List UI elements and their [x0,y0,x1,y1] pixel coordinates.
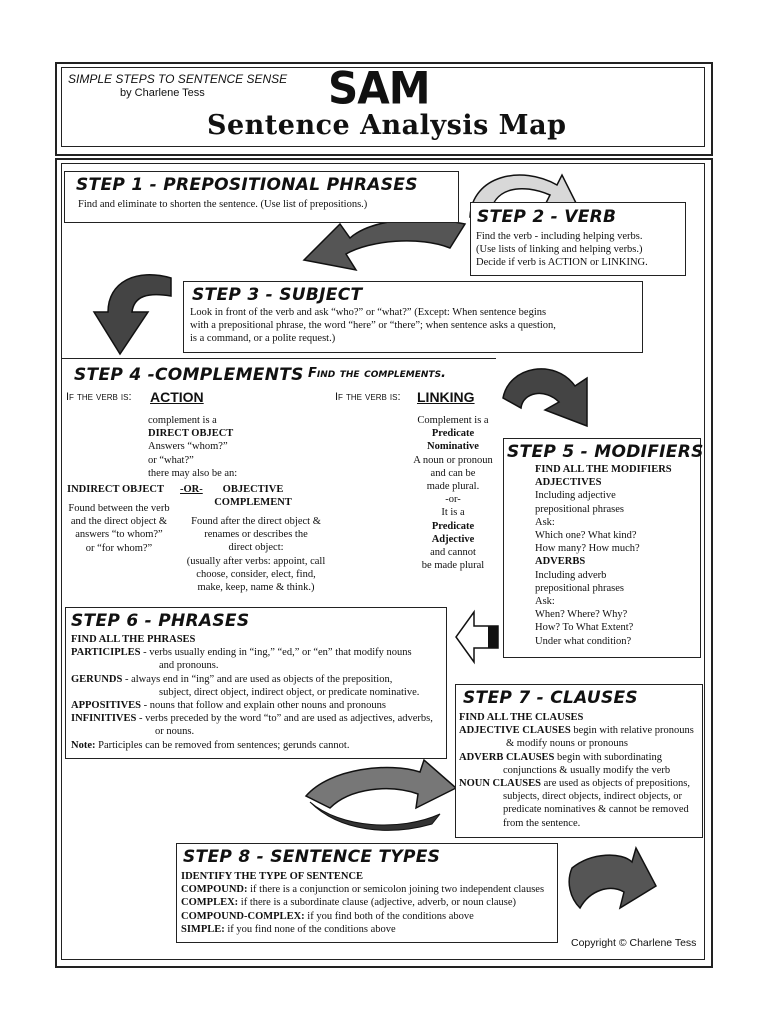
adjective-clauses-term: ADJECTIVE CLAUSES [459,725,571,737]
step8-identify: IDENTIFY THE TYPE OF SENTENCE [181,871,364,882]
step5-line: FIND ALL THE MODIFIERS [535,464,672,475]
step2-line: (Use lists of linking and helping verbs.) [476,244,643,256]
compound-complex-text: if you find both of the conditions above [304,910,474,922]
step5-line: How many? How much? [535,543,640,555]
step7-body [459,711,694,830]
participles-text: - verbs usually ending in “ing,” “ed,” or “en” that modify nouns [140,647,412,659]
step4-title: STEP 4 -COMPLEMENTS [74,365,304,385]
noun-clauses-text: are used as objects of prepositions, [540,778,690,790]
action-line: DIRECT OBJECT [148,428,234,440]
step3-body [190,306,556,346]
step8-item [181,923,544,936]
action-label: ACTION [150,389,204,405]
series-title: SIMPLE STEPS TO SENTENCE SENSE [68,72,288,86]
arrow-4-to-5-icon [495,358,600,448]
step7-title: STEP 7 - CLAUSES [463,688,638,708]
adverb-clauses-text: begin with subordinating [554,751,663,763]
step7-item [459,724,694,737]
step2-body [476,230,648,270]
linking-line: and cannot [430,547,476,559]
step5-line: Which one? What kind? [535,530,637,542]
step3-box [183,281,643,353]
step3-title: STEP 3 - SUBJECT [192,285,363,305]
step7-box [455,684,703,838]
objective-complement-title [208,483,298,509]
step5-line: Under what condition? [535,635,632,647]
step8-box [176,843,558,943]
infinitives-term: INFINITIVES [71,713,137,725]
step8-item [181,896,544,909]
compound-term: COMPOUND: [181,884,248,896]
step3-line: with a prepositional phrase, the word “here” or “there”; when sentence asks a question, [190,320,556,332]
linking-label: LINKING [417,389,475,405]
arrow-5-to-6-icon [452,608,502,666]
objective-line: (usually after verbs: appoint, call [186,555,326,567]
linking-line: Adjective [431,533,475,545]
step5-line: Including adverb [535,569,607,581]
action-prefix: If the verb is: [66,391,132,403]
gerunds-term: GERUNDS [71,673,123,685]
step5-line: How? To What Extent? [535,622,634,634]
step2-title: STEP 2 - VERB [477,207,617,227]
linking-line: made plural. [426,481,480,493]
step5-box [503,438,704,658]
step4-subtitle: Find the complements. [308,366,446,381]
compound-complex-term: COMPOUND-COMPLEX: [181,910,305,922]
action-block [148,414,237,480]
step6-item [71,673,433,686]
participles-term: PARTICIPLES [71,647,141,659]
compound-text: if there is a conjunction or semicolon joining two independent clauses [247,884,545,896]
action-line: there may also be an: [148,467,238,479]
indirect-line: or “for whom?” [85,542,153,554]
linking-line: -or- [445,494,461,506]
logo-subtitle: Sentence Analysis Map [207,110,567,141]
step5-line: When? Where? Why? [535,609,628,621]
step2-line: Find the verb - including helping verbs. [476,231,643,242]
step8-item [181,910,544,923]
step6-item [71,712,433,725]
objective-line: Found after the direct object & [191,516,321,527]
linking-line: Nominative [427,441,479,453]
step7-find-all: FIND ALL THE CLAUSES [459,712,584,723]
step5-line: Ask: [535,516,555,528]
complex-term: COMPLEX: [181,897,239,909]
linking-line: and can be [430,467,476,479]
step7-item-cont: predicate nominatives & cannot be removed [503,804,689,816]
linking-line: A noun or pronoun [413,454,493,466]
indirect-line: Found between the verb [68,503,170,514]
linking-block [403,414,503,572]
step2-line: Decide if verb is ACTION or LINKING. [476,257,648,269]
objective-line: direct object: [228,542,284,554]
simple-text: if you find none of the conditions above [224,923,396,935]
logo-sam: SAM [328,62,430,115]
step1-body: Find and eliminate to shorten the sentence. (Use list of prepositions.) [78,199,368,210]
step6-box [65,607,447,759]
objective-complement-block [174,515,338,594]
indirect-line: and the direct object & [70,516,168,528]
step7-item-cont: subjects, direct objects, indirect objects, or [503,791,683,803]
linking-line: It is a [441,507,465,519]
appositives-term: APPOSITIVES [71,700,142,712]
indirect-object-block [56,502,182,555]
action-line: Answers “whom?” [148,441,228,453]
step1-title: STEP 1 - PREPOSITIONAL PHRASES [76,175,418,195]
step6-find-all: FIND ALL THE PHRASES [71,634,196,645]
step1-box [64,171,459,223]
linking-prefix: If the verb is: [335,391,401,403]
infinitives-text: - verbs preceded by the word “to” and are used as adjectives, adverbs, [136,713,433,725]
step6-item [71,646,433,659]
appositives-text: - nouns that follow and explain other nouns and pronouns [141,700,386,712]
noun-clauses-term: NOUN CLAUSES [459,778,541,790]
note-term: Note: [71,739,96,751]
step6-item-cont: or nouns. [155,726,195,738]
action-line: or “what?” [148,454,194,466]
step6-title: STEP 6 - PHRASES [71,611,250,631]
step7-item [459,751,694,764]
objective-line: choose, consider, elect, find, [196,568,316,580]
step7-item-cont: from the sentence. [503,817,581,829]
step6-item-cont: subject, direct object, indirect object, or predicate nominative. [159,686,420,698]
objective-line: renames or describes the [204,529,308,541]
copyright: Copyright © Charlene Tess [571,937,697,949]
step8-body [181,870,544,936]
step6-body [71,633,433,752]
step5-line: Ask: [535,596,555,608]
linking-line: Predicate [431,520,475,532]
action-line: complement is a [148,415,217,426]
note-text: Participles can be removed from sentences; gerunds cannot. [95,739,350,751]
step5-line: prepositional phrases [535,582,624,594]
gerunds-text: - always end in “ing” and are used as objects of the preposition, [122,673,393,685]
simple-term: SIMPLE: [181,923,225,935]
objective-title-line: COMPLEMENT [214,497,292,509]
adjective-clauses-text: begin with relative pronouns [570,725,694,737]
step3-line: is a command, or a polite request.) [190,333,336,345]
complex-text: if there is a subordinate clause (adjective, adverb, or noun clause) [238,897,517,909]
indirect-object-title: INDIRECT OBJECT [67,484,164,495]
arrow-2-to-3-icon [300,214,470,276]
linking-line: Predicate [431,428,475,440]
arrow-6-to-7-icon [300,758,460,834]
step5-line: ADJECTIVES [535,477,602,489]
step5-line: ADVERBS [535,556,586,568]
step6-note [71,739,433,752]
step5-line: prepositional phrases [535,503,624,515]
objective-line: make, keep, name & think.) [197,582,315,594]
step7-item-cont: & modify nouns or pronouns [506,738,628,750]
linking-line: Complement is a [417,415,489,426]
indirect-line: answers “to whom?” [75,529,163,541]
author-line: by Charlene Tess [120,87,205,99]
adverb-clauses-term: ADVERB CLAUSES [459,751,555,763]
arrow-3-to-4-icon [86,268,176,358]
step5-title: STEP 5 - MODIFIERS [507,442,704,462]
step2-box [470,202,686,276]
step6-item [71,699,433,712]
objective-title-line: OBJECTIVE [222,484,284,495]
step7-item [459,777,694,790]
step6-item-cont: and pronouns. [159,660,219,672]
step5-body [535,463,672,648]
step5-line: Including adjective [535,490,616,502]
step8-item [181,883,544,896]
step7-item-cont: conjunctions & usually modify the verb [503,764,671,776]
linking-line: be made plural [421,560,485,572]
step8-title: STEP 8 - SENTENCE TYPES [183,847,441,867]
arrow-7-to-8-icon [562,838,662,930]
or-word: -OR- [180,484,203,495]
step3-line: Look in front of the verb and ask “who?” or “what?” (Except: When sentence begins [190,307,547,318]
